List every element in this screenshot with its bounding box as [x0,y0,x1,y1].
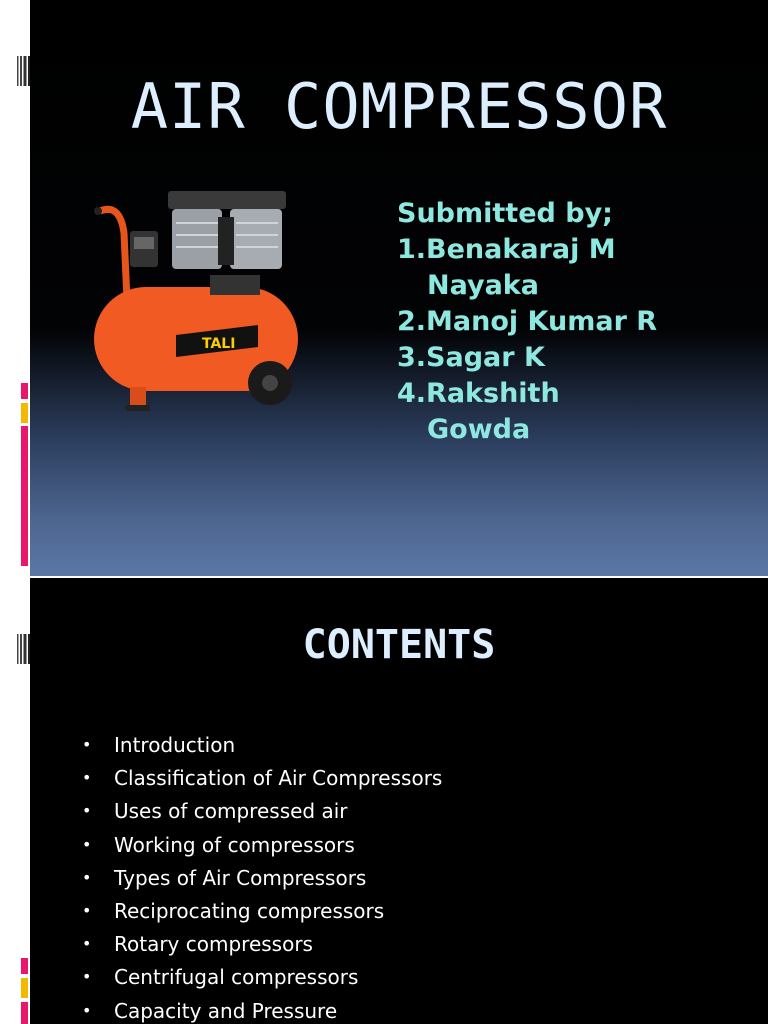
member-line: 3.Sagar K [397,342,545,373]
list-item [82,896,442,929]
slide-title[interactable] [30,0,768,576]
bullet-icon: • [82,801,92,821]
member-line: 4.Rakshith [397,378,560,409]
member-line: Gowda [427,414,531,445]
bullet-icon: • [82,735,92,754]
accent-yellow-bar [21,403,28,423]
submitted-heading: Submitted by; [397,198,613,229]
slide-bars-icon [17,634,31,664]
list-item [82,962,442,995]
accent-pink-bar [21,958,28,974]
contents-list [82,730,442,1024]
list-item-text: Types of Air Compressors [114,865,367,890]
submitted-by-block [397,196,657,448]
list-item [82,763,442,796]
bullet-icon: • [82,934,92,954]
list-item-text: Introduction [114,733,236,757]
air-compressor-image [90,183,300,423]
slide-contents-heading: CONTENTS [302,622,496,668]
bullet-icon: • [82,834,92,854]
bullet-icon: • [82,967,92,987]
list-item-text: Uses of compressed air [114,799,348,824]
list-item-text: Centrifugal compressors [114,965,359,990]
member-line: 2.Manoj Kumar R [397,306,658,337]
list-item [82,929,442,962]
list-item-text: Reciprocating compressors [114,898,385,923]
list-item [82,830,442,863]
list-item [82,796,442,829]
list-item [82,730,442,763]
member-line: 1.Benakaraj M [397,234,616,265]
bullet-icon: • [82,900,92,920]
svg-text:TALI: TALI [202,336,236,352]
accent-pink-bar [21,426,28,566]
list-item-text: Capacity and Pressure [114,998,338,1023]
accent-pink-bar [21,383,28,399]
accent-pink-bar [21,1002,28,1024]
list-item [82,996,442,1024]
bullet-icon: • [82,768,92,788]
member-line: Nayaka [427,270,539,301]
bullet-icon: • [82,867,92,887]
list-item [82,863,442,896]
list-item-text: Classification of Air Compressors [114,766,443,791]
slide-title-heading: AIR COMPRESSOR [130,70,668,143]
slide-contents[interactable] [30,578,768,1024]
accent-yellow-bar [21,978,28,998]
bullet-icon: • [82,1000,92,1020]
list-item-text: Rotary compressors [114,932,313,957]
list-item-text: Working of compressors [114,832,355,857]
slide-bars-icon [17,56,31,86]
